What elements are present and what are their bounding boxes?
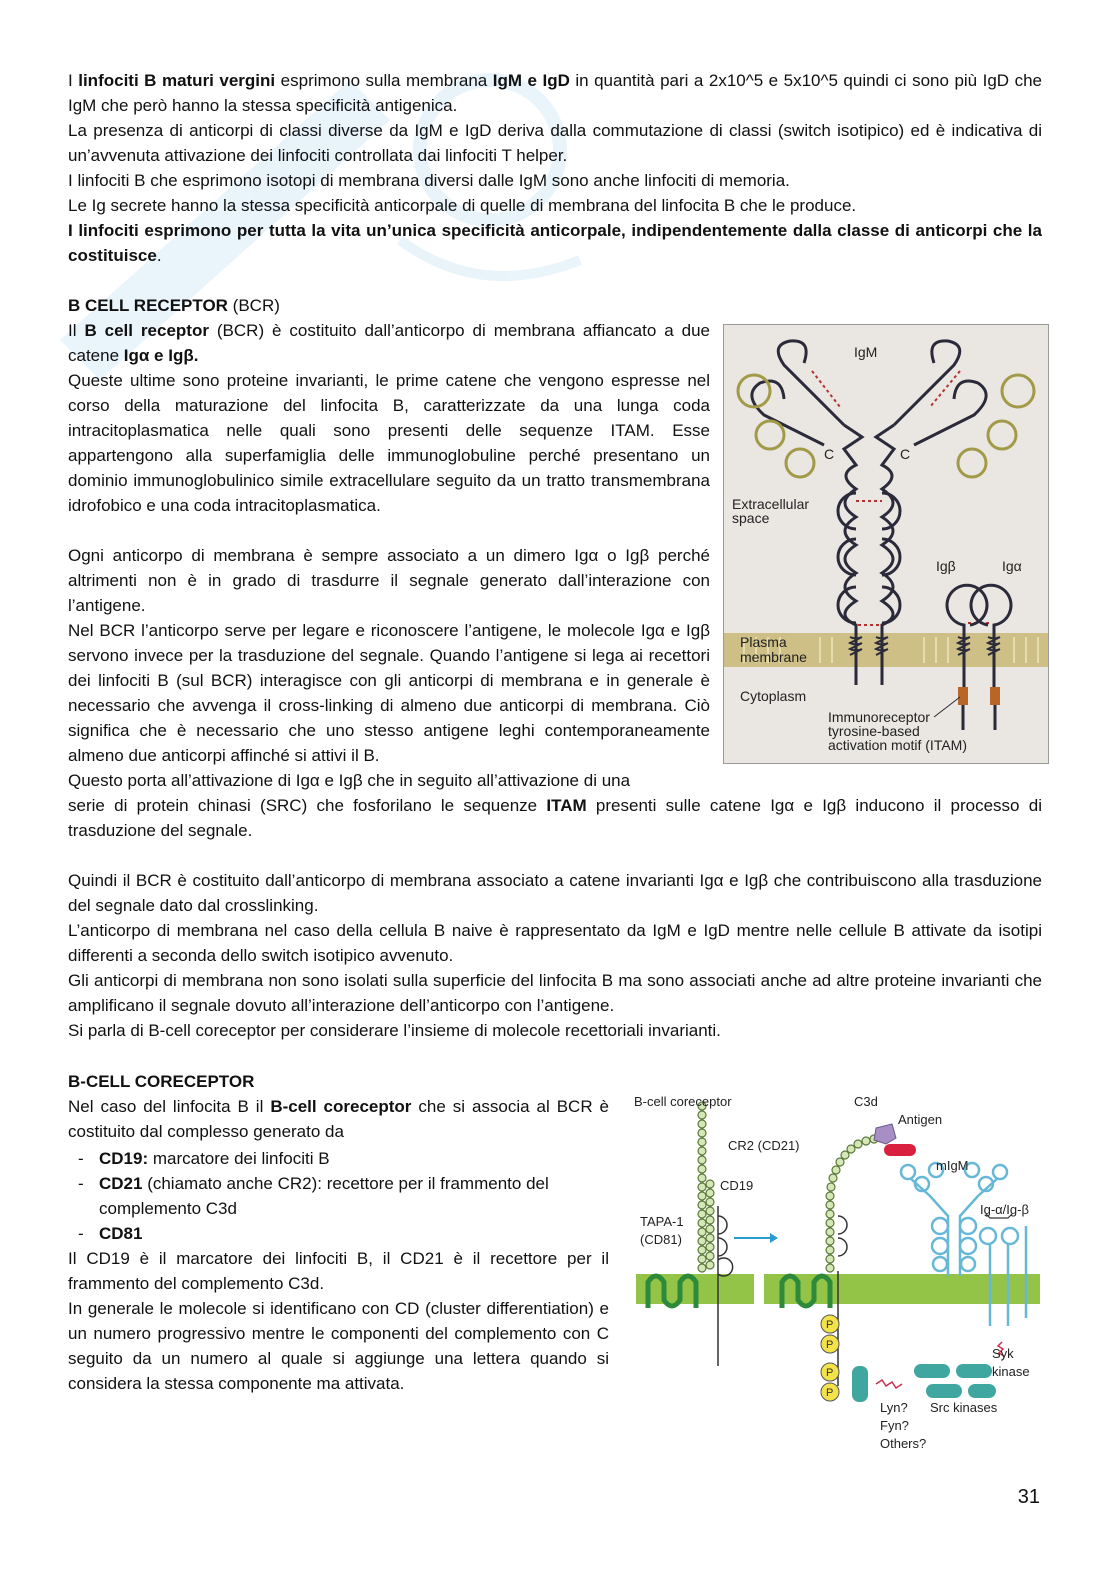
label-itam-1: Immunoreceptor: [828, 709, 930, 725]
intro-paragraph-4: Le Ig secrete hanno la stessa specificità anticorpale di quelle di membrana del linfocita B che le produce.: [68, 196, 857, 215]
label-kinase: kinase: [992, 1364, 1030, 1379]
label-migm: mIgM: [936, 1158, 969, 1173]
label-src: Src kinases: [930, 1400, 998, 1415]
bcr-paragraph-9: Si parla di B-cell coreceptor per considerare l’insieme di molecole recettoriali invarianti.: [68, 1021, 721, 1040]
bcr-paragraph-7: L’anticorpo di membrana nel caso della cellula B naive è rappresentato da IgM e IgD mentre nelle cellule B attivate da isotipi differenti a seconda dello switch isotipico avvenuto.: [68, 921, 1042, 965]
label-igb: Igβ: [936, 558, 956, 574]
label-antigen: Antigen: [898, 1112, 943, 1127]
intro-paragraph-5: I linfociti esprimono per tutta la vita un’unica specificità anticorpale, indipendentemente dalla classe di anticorpi che la costituisce.: [68, 221, 1042, 265]
phosphate-label: P: [826, 1387, 834, 1399]
label-itam-2: tyrosine-based: [828, 723, 920, 739]
label-extracellular: Extracellular: [732, 496, 810, 512]
label-title: B-cell coreceptor: [634, 1094, 732, 1109]
intro-section: [68, 68, 1042, 268]
phosphate-label: P: [826, 1319, 834, 1331]
bcr-continuation: [68, 793, 1042, 1043]
bcr-paragraph-5b: serie di protein chinasi (SRC) che fosforilano le sequenze ITAM presenti sulle catene Igα e Igβ inducono il processo di trasduzione del segnale.: [68, 796, 1042, 840]
bcr-paragraph-1: Il B cell receptor (BCR) è costituito dall’anticorpo di membrana affiancato a due catene Igα e Igβ.: [68, 321, 710, 365]
bcr-paragraph-4: Nel BCR l’anticorpo serve per legare e riconoscere l’antigene, le molecole Igα e Igβ servono invece per la trasduzione del segnale. Quando l’antigene si lega ai recettori dei linfociti B (sul BCR) interagisce con gli anticorpi di membrana e in generale è necessario che avvenga il cross-linking di almeno due anticorpi di membrana. Ciò significa che è necessario che uno stesso antigene leghi contemporaneamente almeno due anticorpi affinché si attivi il B.: [68, 621, 710, 765]
bcr-diagram: [724, 325, 1048, 763]
intro-paragraph-3: I linfociti B che esprimono isotopi di membrana diversi dalle IgM sono anche linfociti di memoria.: [68, 171, 790, 190]
spacer: [68, 518, 710, 543]
label-c-right: C: [900, 446, 911, 462]
coreceptor-list: [68, 1146, 609, 1246]
bcr-paragraph-8: Gli anticorpi di membrana non sono isolati sulla superficie del linfocita B ma sono associati anche ad altre proteine invarianti che amplificano il segnale dovuto all’interazione dell’anticorpo con l’antigene.: [68, 971, 1042, 1015]
list-item: - CD81: [68, 1221, 609, 1246]
label-plasma: Plasma: [740, 634, 787, 650]
coreceptor-figure: [630, 1086, 1045, 1458]
label-cr2: CR2 (CD21): [728, 1138, 800, 1153]
lyn-kinase: [852, 1366, 868, 1402]
label-cytoplasm: Cytoplasm: [740, 688, 807, 704]
list-item: - CD21 (chiamato anche CR2): recettore per il frammento del complemento C3d: [68, 1171, 609, 1221]
itam-box: [958, 687, 968, 705]
label-space: space: [732, 510, 770, 526]
bcr-heading: B CELL RECEPTOR (BCR): [68, 296, 280, 315]
bcr-paragraph-2: Queste ultime sono proteine invarianti, le prime catene che vengono espresse nel corso della maturazione del linfocita B, caratterizzate da una lunga coda intracitoplasmatica nelle quali sono presenti delle sequenze ITAM. Esse appartengono alla superfamiglia delle immunoglobuline perché presentano un dominio immunoglobulinico simile extracellulare seguito da un tratto transmembrana idrofobico e una coda intracitoplasmatica.: [68, 371, 710, 515]
label-cd81: (CD81): [640, 1232, 682, 1247]
coreceptor-paragraph-3: In generale le molecole si identificano con CD (cluster differentiation) e un numero progressivo mentre le componenti del complemento con C seguito da un numero al quale si aggiunge una lettera quando si considera la stessa componente ma attivata.: [68, 1299, 609, 1393]
label-c-left: C: [824, 446, 835, 462]
label-c3d: C3d: [854, 1094, 878, 1109]
coreceptor-paragraph-1: Nel caso del linfocita B il B-cell coreceptor che si associa al BCR è costituito dal complesso generato da: [68, 1097, 609, 1141]
coreceptor-paragraph-2: Il CD19 è il marcatore dei linfociti B, il CD21 è il recettore per il frammento del complemento C3d.: [68, 1249, 609, 1293]
coreceptor-section: [68, 1069, 609, 1396]
label-syk: Syk: [992, 1346, 1014, 1361]
intro-paragraph-2: La presenza di anticorpi di classi diverse da IgM e IgD deriva dalla commutazione di classi (switch isotipico) ed è indicativa di un’avvenuta attivazione dei linfociti controllata dai linfociti T helper.: [68, 121, 1042, 165]
phosphate-label: P: [826, 1339, 834, 1351]
itam-box: [990, 687, 1000, 705]
label-itam-3: activation motif (ITAM): [828, 737, 967, 753]
label-tapa: TAPA-1: [640, 1214, 684, 1229]
label-lyn: Lyn?: [880, 1400, 908, 1415]
spacer: [68, 843, 1042, 868]
membrane-right: [764, 1274, 1040, 1304]
label-iga: Igα: [1002, 558, 1022, 574]
list-item: - CD19: marcatore dei linfociti B: [68, 1146, 609, 1171]
coreceptor-heading: B-CELL CORECEPTOR: [68, 1072, 255, 1091]
label-cd19: CD19: [720, 1178, 754, 1193]
label-fyn: Fyn?: [880, 1418, 909, 1433]
label-membrane: membrane: [740, 649, 807, 665]
coreceptor-diagram: [630, 1086, 1045, 1458]
label-igab: Ig-α/Ig-β: [980, 1202, 1029, 1217]
page-number: 31: [1017, 1486, 1040, 1508]
antigen-shape: [884, 1144, 916, 1156]
intro-paragraph-1: I linfociti B maturi vergini esprimono sulla membrana IgM e IgD in quantità pari a 2x10^5 e 5x10^5 quindi ci sono più IgD che IgM che però hanno la stessa specificità antigenica.: [68, 71, 1042, 115]
bcr-paragraph-6: Quindi il BCR è costituito dall’anticorpo di membrana associato a catene invarianti Igα e Igβ che contribuiscono alla trasduzione del segnale dato dal crosslinking.: [68, 871, 1042, 915]
label-igm: IgM: [854, 344, 878, 360]
phosphate-label: P: [826, 1367, 834, 1379]
label-others: Others?: [880, 1436, 927, 1451]
phosphate-group: [821, 1315, 839, 1401]
bcr-figure: [723, 324, 1049, 764]
bcr-section: [68, 293, 710, 793]
bcr-paragraph-5a: Questo porta all’attivazione di Igα e Igβ che in seguito all’attivazione di una: [68, 771, 631, 790]
bcr-paragraph-3: Ogni anticorpo di membrana è sempre associato a un dimero Igα o Igβ perché altrimenti non è in grado di trasdurre il segnale generato dall’interazione con l’antigene.: [68, 546, 710, 615]
